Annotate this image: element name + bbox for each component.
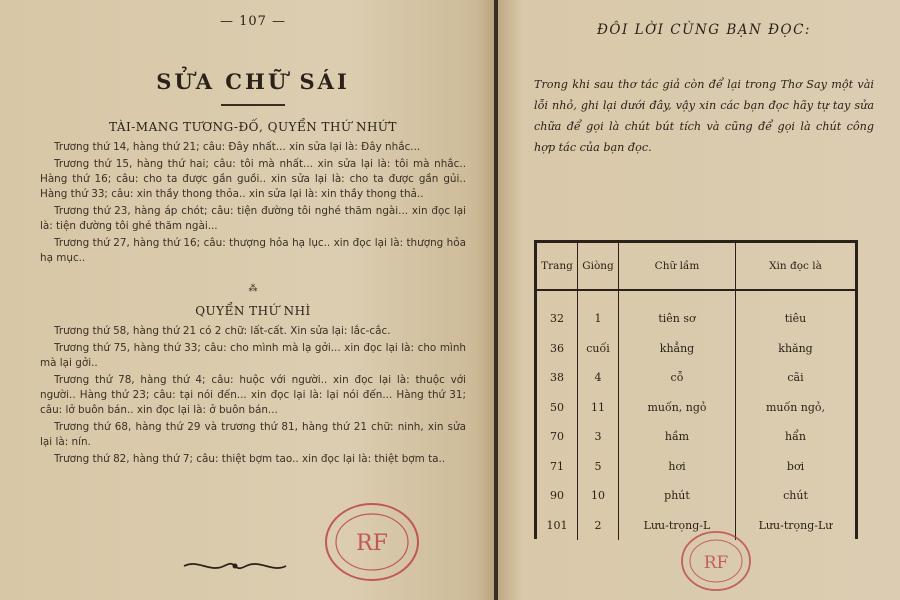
cell-line: 3 [578,422,619,452]
cell-line: 5 [578,452,619,482]
header-page: Trang [537,243,578,290]
table-row [537,363,855,393]
cell-correction: khăng [778,341,813,355]
cell-line: 1 [578,290,619,334]
table-row [537,334,855,364]
section1-title: TÀI-MANG TƯƠNG-ĐỐ, QUYỂN THỨ NHỨT [108,120,398,134]
cell-line: cuối [578,334,619,364]
notice-title: ĐÔI LỜI CÙNG BẠN ĐỌC: [597,22,811,38]
library-stamp-icon [322,500,422,584]
title-rule [221,104,285,106]
header-wrong-word: Chữ lầm [619,243,736,290]
cell-page: 90 [537,481,578,511]
section1-paragraph: Trương thứ 23, hàng áp chót; câu: tiện đường tôi nghé thăm ngài... xin đọc lại là: tiện đường tôi ghé thăm ngài... [40,205,466,232]
section1-paragraph: Trương thứ 27, hàng thứ 16; câu: thượng hỏa hạ lục.. xin đọc lại là: thượng hỏa hạ mục.. [40,237,466,264]
page-title: SỬA CHỮ SÁI [156,69,350,94]
section2-paragraph: Trương thứ 68, hàng thứ 29 và trương thứ 81, hàng thứ 21 chữ: ninh, xin sửa lại là: nín. [40,421,466,448]
section2-paragraph: Trương thứ 75, hàng thứ 33; câu: cho mình mà lạ gởi... xin đọc lại là: cho mình mà lại gởi.. [40,342,466,369]
cell-line: 11 [578,393,619,423]
section2-title: QUYỂN THỨ NHÌ [195,304,311,318]
header-correction: Xin đọc là [736,243,856,290]
table-row [537,422,855,452]
cell-wrong-word: phút [619,481,736,511]
table-row [537,481,855,511]
cell-page: 70 [537,422,578,452]
stamp-mark: RF [356,531,388,556]
cell-line: 2 [578,511,619,541]
table-row [537,290,855,334]
stamp-mark: RF [703,553,729,573]
library-stamp-icon [678,528,754,594]
section2-paragraph: Trương thứ 58, hàng thứ 21 có 2 chữ: lất-cất. Xin sửa lại: lắc-cắc. [54,325,391,337]
cell-wrong-word: hầm [619,422,736,452]
cell-wrong-word: Lưu-trọng-L [619,511,736,541]
cell-page: 50 [537,393,578,423]
section2-paragraph: Trương thứ 78, hàng thứ 4; câu: huộc với người.. xin đọc lại là: thuộc với người.. Hàng thứ 23; câu: tại nói đến... xin đọc lại là: lại nói đến... Hàng thứ 31; câu: lở buôn bán.. xin đọc lại là: ở buôn bán... [40,374,466,416]
cell-correction: chút [783,489,808,503]
errata-table [534,240,858,539]
cell-correction: bơi [786,459,805,473]
section-separator: ⁂ [248,284,258,294]
cell-correction: Lưu-trọng-Lư [758,518,833,532]
section1-paragraph: Trương thứ 14, hàng thứ 21; câu: Đây nhất... xin sửa lại là: Đây nhắc... [54,141,421,153]
section1-paragraph: Trương thứ 15, hàng thứ hai; câu: tôi mà nhất... xin sửa lại là: tôi mà nhắc.. Hàng thứ 16; câu: cho ta được gần guồi.. xin sửa lại là: cho ta được gần gủi.. Hàng thứ 33; câu: xin thầy thong thỏa.. xin sửa lại là: xin thầy thong thả.. [40,158,466,200]
cell-wrong-word: khẳng [619,334,736,364]
header-line: Giòng [578,243,619,290]
cell-correction: hẩn [785,430,806,444]
table-row [537,452,855,482]
cell-line: 10 [578,481,619,511]
cell-correction: cãi [787,371,804,385]
notice-intro: Trong khi sau thơ tác giả còn để lại trong Thơ Say một vài lỗi nhỏ, ghi lại dưới đây, vậy xin các bạn đọc hãy tự tay sửa chữa để gọi là chút bút tích và cũng để gọi là chút công hợp tác của bạn đọc. [534,78,874,154]
table-header-row [537,243,855,290]
cell-wrong-word: tiên sơ [619,290,736,334]
table-row [537,393,855,423]
right-page [498,0,900,600]
cell-page: 38 [537,363,578,393]
cell-wrong-word: cỗ [619,363,736,393]
cell-wrong-word: hơi [619,452,736,482]
page-number: — 107 — [219,14,287,29]
cell-wrong-word: muốn, ngỏ [619,393,736,423]
cell-page: 71 [537,452,578,482]
cell-correction: tiêu [784,312,807,326]
cell-page: 101 [537,511,578,541]
ornament-icon [180,558,290,574]
cell-page: 32 [537,290,578,334]
section2-paragraph: Trương thứ 82, hàng thứ 7; câu: thiệt bợm tao.. xin đọc lại là: thiệt bợm ta.. [54,453,446,465]
cell-correction: muốn ngỏ, [765,400,826,414]
cell-page: 36 [537,334,578,364]
cell-line: 4 [578,363,619,393]
